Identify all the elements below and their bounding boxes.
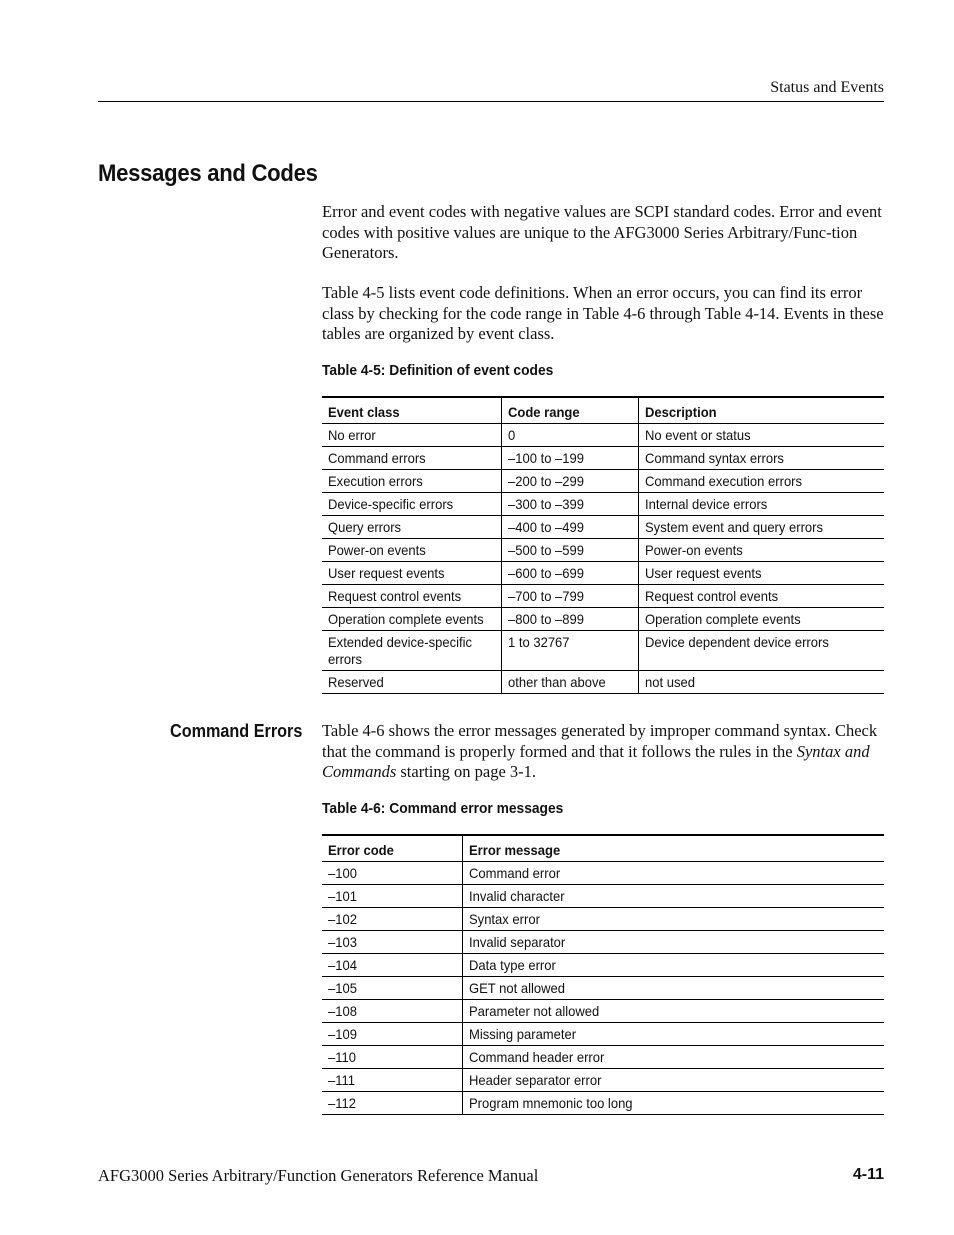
table-row xyxy=(322,539,884,562)
description-cell: System event and query errors xyxy=(639,516,884,539)
error-code-cell: –101 xyxy=(328,888,357,904)
command-errors-table xyxy=(322,834,884,1115)
error-message-cell: Data type error xyxy=(462,954,884,977)
error-message-cell: Invalid separator xyxy=(462,931,884,954)
table-row xyxy=(322,862,884,885)
intro-paragraph-2: Table 4-5 lists event code definitions. When an error occurs, you can find its error class by checking for the code range in Table 4-6 through Table 4-14. Events in these tables are organized by event class. xyxy=(322,283,884,343)
table-row xyxy=(322,1000,884,1023)
error-message-cell: Parameter not allowed xyxy=(462,1000,884,1023)
code-range-cell: –600 to –699 xyxy=(502,562,639,585)
error-code-cell: –100 xyxy=(328,865,357,881)
event-class-cell: Command errors xyxy=(328,450,426,466)
column-header: Error code xyxy=(328,842,394,858)
cross-reference-italic: Syntax and Commands xyxy=(322,741,870,781)
table-row xyxy=(322,562,884,585)
error-message-cell: Command header error xyxy=(462,1046,884,1069)
description-cell: Power-on events xyxy=(639,539,884,562)
paragraph-text: Table 4-6 shows the error messages generated by improper command syntax. Check that the command is properly formed and that it follows the rules in the xyxy=(322,721,878,761)
column-header: Event class xyxy=(328,404,400,420)
error-code-cell: –109 xyxy=(328,1026,357,1042)
header-rule xyxy=(98,101,884,102)
error-message-cell: Invalid character xyxy=(462,885,884,908)
code-range-cell: –700 to –799 xyxy=(502,585,639,608)
error-code-cell: –112 xyxy=(328,1095,357,1111)
page-number: 4-11 xyxy=(852,1166,884,1183)
table-row xyxy=(322,1046,884,1069)
description-cell: Internal device errors xyxy=(639,493,884,516)
error-message-cell: Command error xyxy=(462,862,884,885)
description-cell: Command syntax errors xyxy=(639,447,884,470)
table-header-row xyxy=(322,397,884,424)
table-row xyxy=(322,954,884,977)
table-row xyxy=(322,1023,884,1046)
table-row xyxy=(322,424,884,447)
description-cell: not used xyxy=(639,671,884,694)
error-message-cell: Missing parameter xyxy=(462,1023,884,1046)
event-class-cell: No error xyxy=(328,427,376,443)
table-row xyxy=(322,585,884,608)
description-cell: User request events xyxy=(639,562,884,585)
table-row xyxy=(322,1069,884,1092)
error-message-cell: Header separator error xyxy=(462,1069,884,1092)
table-row xyxy=(322,608,884,631)
code-range-cell: 0 xyxy=(502,424,639,447)
table-row xyxy=(322,470,884,493)
event-class-cell: User request events xyxy=(328,565,445,581)
table-row xyxy=(322,977,884,1000)
error-code-cell: –104 xyxy=(328,957,357,973)
section-title: Messages and Codes xyxy=(98,160,318,187)
paragraph-text: starting on page 3-1. xyxy=(396,762,537,781)
error-code-cell: –105 xyxy=(328,980,357,996)
event-class-cell: Operation complete events xyxy=(328,611,484,627)
event-class-cell: Query errors xyxy=(328,519,402,535)
error-code-cell: –108 xyxy=(328,1003,357,1019)
error-code-cell: –110 xyxy=(328,1049,357,1065)
code-range-cell: other than above xyxy=(502,671,639,694)
column-header: Code range xyxy=(502,397,639,424)
table-row xyxy=(322,671,884,694)
table-4-5-caption: Table 4-5: Definition of event codes xyxy=(322,362,554,379)
table-4-6-caption: Table 4-6: Command error messages xyxy=(322,800,564,817)
footer-manual-title: AFG3000 Series Arbitrary/Function Generators Reference Manual xyxy=(98,1166,539,1185)
table-row xyxy=(322,1092,884,1115)
event-class-cell: Execution errors xyxy=(328,473,423,489)
column-header: Description xyxy=(639,397,884,424)
code-range-cell: –200 to –299 xyxy=(502,470,639,493)
code-range-cell: –300 to –399 xyxy=(502,493,639,516)
error-code-cell: –103 xyxy=(328,934,357,950)
event-class-cell: Reserved xyxy=(328,674,384,690)
description-cell: Request control events xyxy=(639,585,884,608)
code-range-cell: 1 to 32767 xyxy=(502,631,639,671)
code-range-cell: –100 to –199 xyxy=(502,447,639,470)
error-message-cell: GET not allowed xyxy=(462,977,884,1000)
event-codes-table xyxy=(322,396,884,694)
description-cell: Command execution errors xyxy=(639,470,884,493)
intro-paragraph-1: Error and event codes with negative values are SCPI standard codes. Error and event codes with positive values are unique to the AFG3000 Series Arbitrary/Func-tion Generators. xyxy=(322,202,882,262)
table-header-row xyxy=(322,835,884,862)
error-code-cell: –102 xyxy=(328,911,357,927)
description-cell: Device dependent device errors xyxy=(639,631,884,671)
table-row xyxy=(322,447,884,470)
command-errors-paragraph xyxy=(322,721,884,783)
code-range-cell: –400 to –499 xyxy=(502,516,639,539)
event-class-cell: Device-specific errors xyxy=(328,496,454,512)
error-message-cell: Program mnemonic too long xyxy=(462,1092,884,1115)
table-row xyxy=(322,885,884,908)
table-row xyxy=(322,493,884,516)
event-class-cell: Power-on events xyxy=(328,542,426,558)
error-code-cell: –111 xyxy=(328,1072,356,1088)
running-head: Status and Events xyxy=(770,79,884,96)
code-range-cell: –500 to –599 xyxy=(502,539,639,562)
event-class-cell: Extended device-specific errors xyxy=(328,634,473,667)
description-cell: Operation complete events xyxy=(639,608,884,631)
table-row xyxy=(322,516,884,539)
code-range-cell: –800 to –899 xyxy=(502,608,639,631)
description-cell: No event or status xyxy=(639,424,884,447)
command-errors-heading: Command Errors xyxy=(170,721,303,741)
table-row xyxy=(322,931,884,954)
table-row xyxy=(322,631,884,671)
event-class-cell: Request control events xyxy=(328,588,462,604)
error-message-cell: Syntax error xyxy=(462,908,884,931)
column-header: Error message xyxy=(462,835,884,862)
table-row xyxy=(322,908,884,931)
